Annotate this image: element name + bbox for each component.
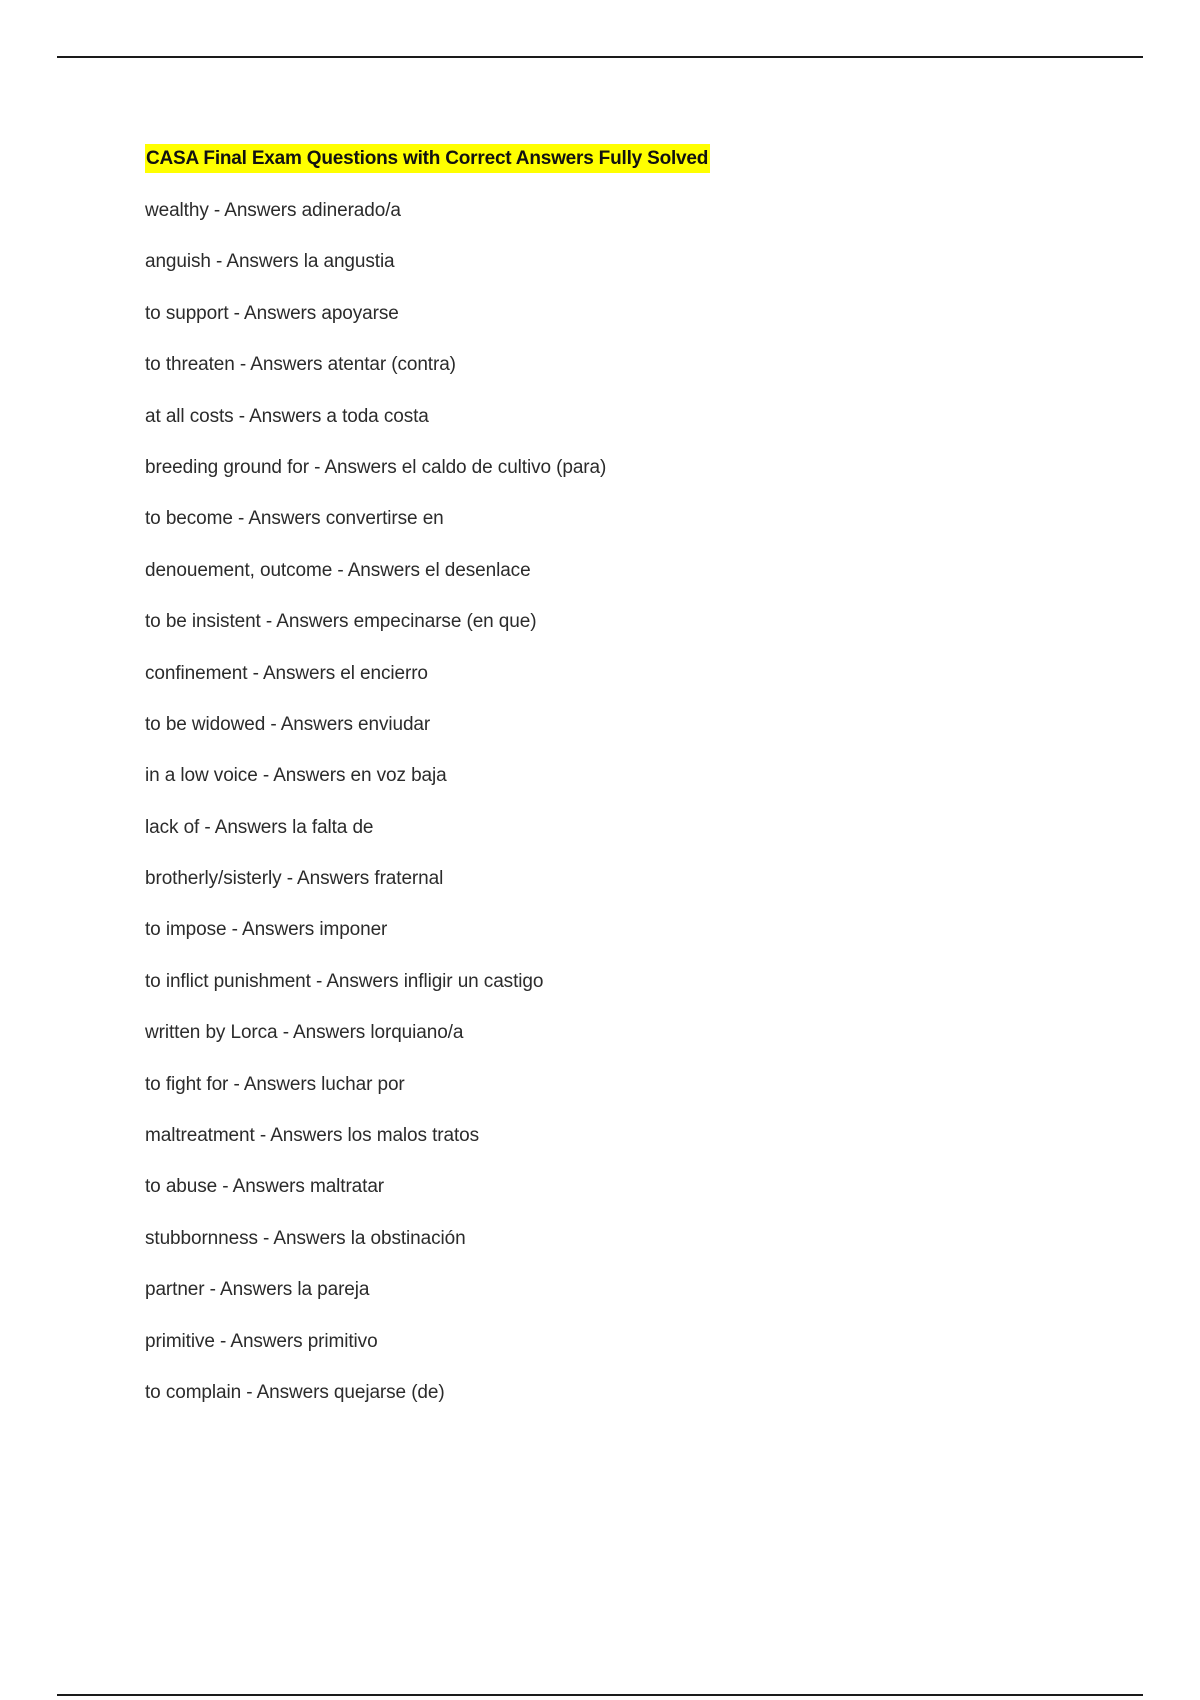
vocabulary-entry: wealthy - Answers adinerado/a	[145, 200, 401, 221]
vocabulary-entry: written by Lorca - Answers lorquiano/a	[145, 1022, 464, 1044]
vocabulary-entry: primitive - Answers primitivo	[145, 1330, 378, 1352]
vocabulary-entry: to complain - Answers quejarse (de)	[145, 1381, 445, 1403]
vocabulary-entry: anguish - Answers la angustia	[145, 251, 395, 273]
vocabulary-entry: lack of - Answers la falta de	[145, 816, 374, 838]
vocabulary-entry: to become - Answers convertirse en	[145, 508, 444, 530]
document-title: CASA Final Exam Questions with Correct Answers Fully Solved	[145, 144, 710, 173]
vocabulary-entry: to fight for - Answers luchar por	[145, 1073, 405, 1095]
vocabulary-list	[145, 196, 606, 1429]
vocabulary-entry: in a low voice - Answers en voz baja	[145, 765, 447, 787]
vocabulary-entry: to inflict punishment - Answers infligir un castigo	[145, 970, 544, 992]
footer-rule	[57, 1694, 1143, 1696]
vocabulary-entry: to be insistent - Answers empecinarse (en que)	[145, 611, 537, 633]
title-block	[145, 144, 710, 173]
vocabulary-entry: partner - Answers la pareja	[145, 1279, 370, 1301]
vocabulary-entry: to threaten - Answers atentar (contra)	[145, 354, 456, 376]
vocabulary-entry: maltreatment - Answers los malos tratos	[145, 1125, 479, 1147]
vocabulary-entry: stubbornness - Answers la obstinación	[145, 1227, 466, 1249]
vocabulary-entry: breeding ground for - Answers el caldo de cultivo (para)	[145, 456, 607, 478]
vocabulary-entry: denouement, outcome - Answers el desenlace	[145, 559, 531, 581]
vocabulary-entry: to abuse - Answers maltratar	[145, 1176, 385, 1198]
vocabulary-entry: brotherly/sisterly - Answers fraternal	[145, 868, 444, 890]
header-rule	[57, 56, 1143, 58]
vocabulary-entry: to impose - Answers imponer	[145, 919, 388, 941]
vocabulary-entry: at all costs - Answers a toda costa	[145, 405, 429, 427]
vocabulary-entry: to be widowed - Answers enviudar	[145, 713, 431, 735]
vocabulary-entry: confinement - Answers el encierro	[145, 662, 428, 684]
vocabulary-entry: to support - Answers apoyarse	[145, 302, 399, 324]
